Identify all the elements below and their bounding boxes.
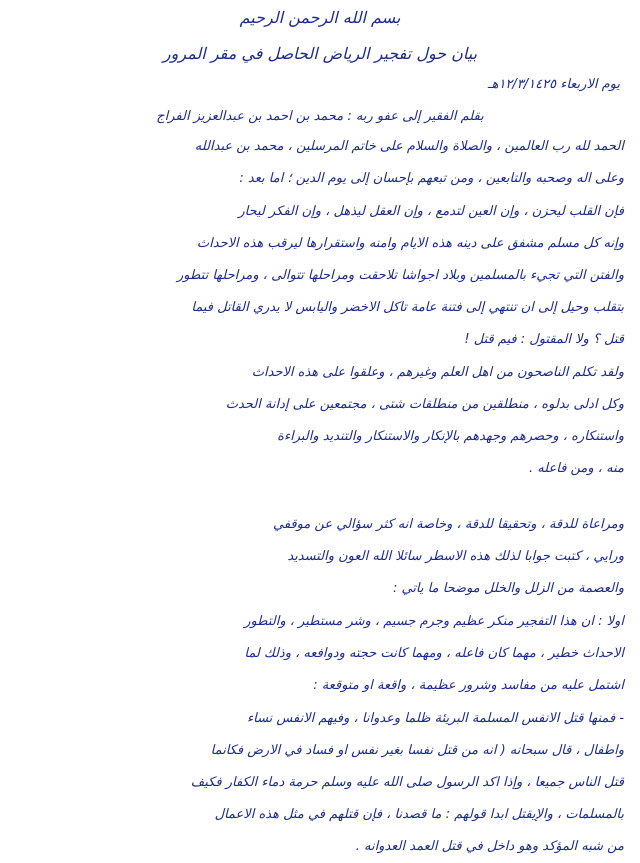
text-line: والعصمة من الزلل والخلل موضحا ما يأتي :	[392, 582, 624, 596]
author-line: بقلم الفقير إلى عفو ربه : محمد بن أحمد بن عبدالعزيز الفراج	[156, 110, 484, 124]
text-line: وإنه كل مسلم مشفق على دينه هذه الأيام وأمنه واستقرارها ليرقب هذه الأحداث	[196, 237, 624, 251]
text-line: فإن القلب ليحزن ، وإن العين لتدمع ، وإن العقل ليذهل ، وإن الفكر ليحار	[238, 205, 624, 219]
paragraph-harms	[14, 712, 626, 863]
text-line: واستنكاره ، وحصرهم وجهدهم بالإنكار والاستنكار والتنديد والبراءة	[277, 430, 624, 444]
text-line: بالمسلمات ، والإيقتل أبدا قولهم : ما قصدنا ، فإن قتلهم في مثل هذه الأعمال	[214, 808, 624, 822]
text-line: الحمد لله رب العالمين ، والصلاة والسلام على خاتم المرسلين ، محمد بن عبدالله	[194, 140, 624, 154]
text-line: والفتن التي تجيء بالمسلمين وبلاد أجواشا تلاحقت ومراحلها تتوالى ، ومراحلها تتطور	[176, 269, 624, 283]
text-line: - فمنها قتل الأنفس المسلمة البريئة ظلما وعدوانا ، وفيهم الأنفس نساء	[247, 712, 624, 726]
text-line: وأطفال ، قال سبحانه ( أنه من قتل نفسا بغير نفس أو فساد في الأرض فكأنما	[210, 744, 624, 758]
text-line: أولا : أن هذا التفجير منكر عظيم وجرم جسيم ، وشر مستطير ، والتطور	[244, 615, 624, 629]
paragraph-reason	[14, 518, 626, 605]
text-line: وعلى آله وصحبه والتابعين ، ومن تبعهم بإحسان إلى يوم الدين ؛ أما بعد :	[239, 172, 624, 186]
basmala: بسم الله الرحمن الرحيم	[239, 10, 401, 27]
text-line: ولقد تكلم الناصحون من أهل العلم وغيرهم ، وعلقوا على هذه الأحداث	[251, 366, 624, 380]
text-line: ومراعاة للدقة ، وتحقيقا للدقة ، وخاصة أنه كثر سؤالي عن موقفي	[272, 518, 624, 532]
text-line: قتل ؟ ولا المقتول : فيم قتل !	[464, 333, 624, 347]
text-line: منه ، ومن فاعله .	[528, 462, 624, 476]
document-title: بيان حول تفجير الرياض الحاصل في مقر المرور	[162, 46, 478, 63]
text-line: وكل أدلى بدلوه ، منطلقين من منطلقات شتى ، مجتمعين على إدانة الحدث	[225, 398, 624, 412]
text-line: ورأيي ، كتبت جوابا لذلك هذه الأسطر سائلا الله العون والتسديد	[287, 550, 624, 564]
paragraph-grief	[14, 205, 626, 356]
text-line: الأحداث خطير ، مهما كان فاعله ، ومهما كانت حجته ودوافعه ، وذلك لما	[244, 647, 624, 661]
paragraph-opening	[14, 140, 626, 195]
text-line: قتل الناس جميعا ، وإذا أكد الرسول صلى الله عليه وسلم حرمة دماء الكفار فكيف	[190, 776, 624, 790]
document-date: يوم الأربعاء ١٢/٣/١٤٢٥هـ	[487, 78, 620, 92]
paragraph-first-point	[14, 615, 626, 702]
text-line: بتقلب وحيل إلى أن تنتهي إلى فتنة عامة تأكل الأخضر واليابس لا يدري القاتل فيما	[191, 301, 624, 315]
text-line: من شبه المؤكد وهو داخل في قتل العمد العدوانه .	[355, 840, 624, 854]
paragraph-scholars	[14, 366, 626, 485]
text-line: اشتمل عليه من مفاسد وشرور عظيمة ، واقعة أو متوقعة :	[313, 679, 624, 693]
